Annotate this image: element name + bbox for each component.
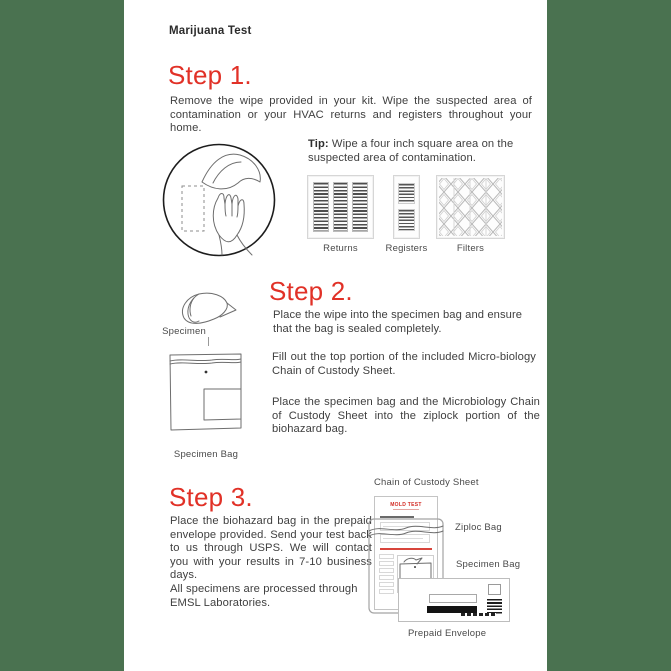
prepaid-envelope-label: Prepaid Envelope <box>408 628 487 639</box>
registers-vent-icon <box>393 175 420 239</box>
step1-body: Remove the wipe provided in your kit. Wipe the suspected area of contamination or your HVAC returns and registers throughout your home. <box>170 95 532 135</box>
address-window <box>429 594 477 603</box>
tip-body: Wipe a four inch square area on the suspected area of contamination. <box>308 138 514 164</box>
stamp-icon <box>488 584 501 595</box>
hand-wipe-illustration <box>161 142 277 258</box>
step3-heading: Step 3. <box>169 482 253 512</box>
chain-of-custody-label: Chain of Custody Sheet <box>374 477 479 488</box>
filters-vent-icon <box>436 175 505 239</box>
specimen-label: Specimen <box>162 326 206 337</box>
ziploc-bag-label: Ziploc Bag <box>455 522 502 533</box>
specimen-bag-icon <box>168 345 243 431</box>
hand-wipe-icon <box>161 142 277 258</box>
page-title: Marijuana Test <box>169 25 252 37</box>
mold-test-logo: MOLD TEST <box>390 502 422 508</box>
address-bar <box>427 606 477 613</box>
prepaid-envelope-icon <box>398 578 510 622</box>
registers-label: Registers <box>385 243 428 254</box>
filters-label: Filters <box>456 243 485 254</box>
step1-heading: Step 1. <box>168 60 252 90</box>
step2-heading: Step 2. <box>269 276 353 306</box>
returns-label: Returns <box>323 243 358 254</box>
step2-paragraph-2: Fill out the top portion of the included Micro-biology Chain of Custody Sheet. <box>272 351 536 377</box>
tip-text <box>308 138 540 165</box>
instruction-page <box>124 0 547 671</box>
step3-paragraph-2: All specimens are processed through EMSL Laboratories. <box>170 583 358 609</box>
step2-paragraph-3: Place the specimen bag and the Microbiology Chain of Custody Sheet into the ziplock portion of the biohazard bag. <box>272 396 540 436</box>
returns-vent-icon <box>307 175 374 239</box>
specimen-bag-right-label: Specimen Bag <box>456 559 521 570</box>
envelope-bottom-code <box>461 613 496 616</box>
tip-label: Tip: <box>308 138 329 150</box>
specimen-bag-label: Specimen Bag <box>173 449 239 460</box>
envelope-barcode <box>487 599 502 614</box>
step2-paragraph-1: Place the wipe into the specimen bag and ensure that the bag is sealed completely. <box>273 309 523 335</box>
step3-paragraph-1: Place the biohazard bag in the prepaid envelope provided. Send your test back to us through USPS. We will contact you with your results in 7-10 business days. <box>170 515 372 582</box>
